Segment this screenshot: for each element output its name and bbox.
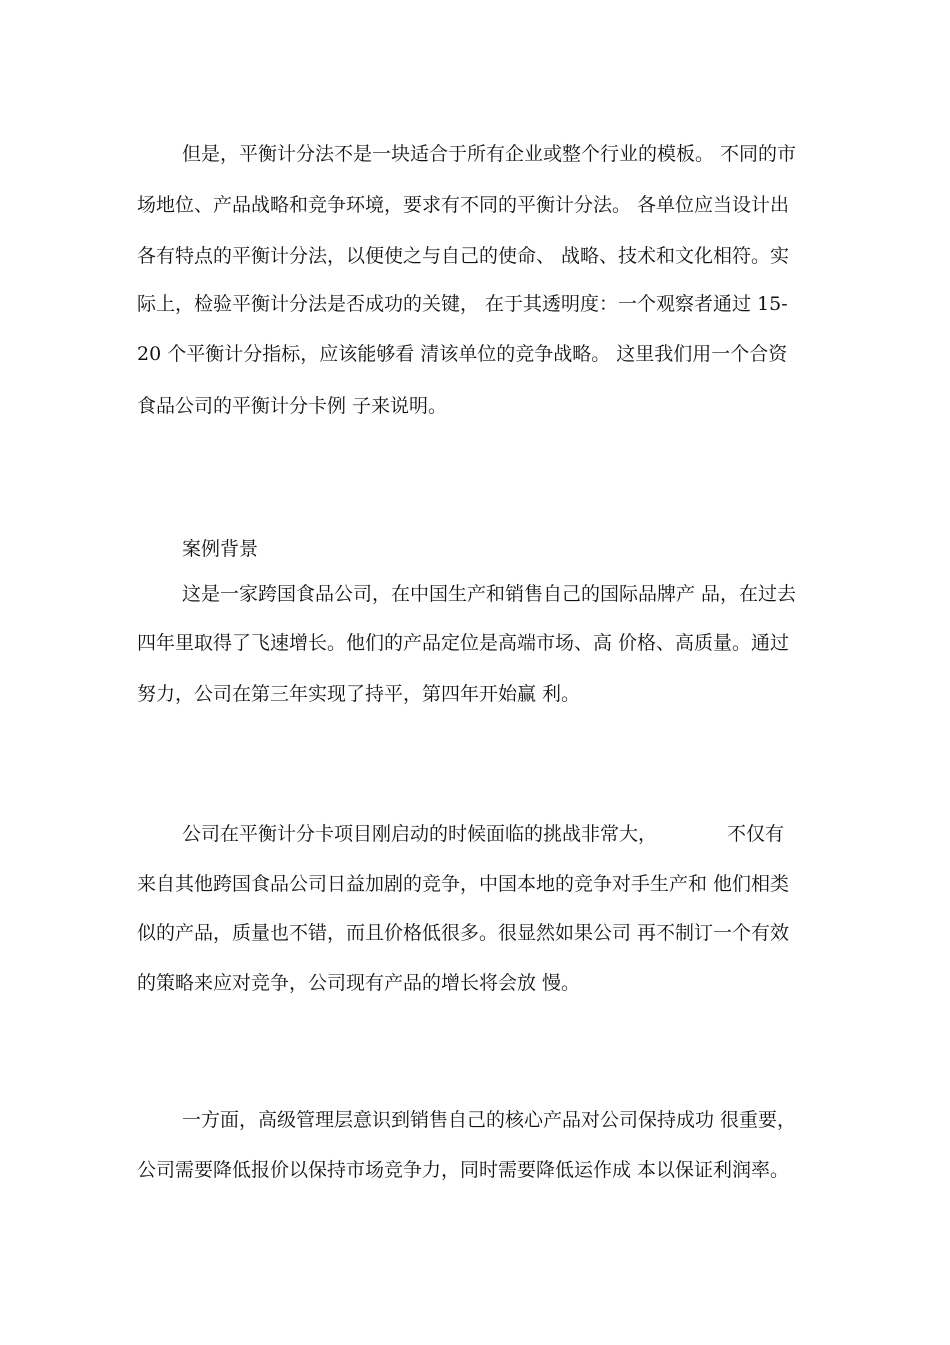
text-line: 努力，公司在第三年实现了持平，第四年开始赢 利。	[137, 683, 581, 705]
section-heading: 案例背景	[182, 538, 259, 560]
text-line: 公司需要降低报价以保持市场竞争力，同时需要降低运作成 本以保证利润率。	[137, 1159, 790, 1181]
text-segment: 公司在平衡计分卡项目刚启动的时候面临的挑战非常大，	[182, 823, 658, 845]
text-line: 各有特点的平衡计分法，以便使之与自己的使命、 战略、技术和文化相符。实	[137, 245, 790, 267]
text-line: 这是一家跨国食品公司，在中国生产和销售自己的国际品牌产 品，在过去	[182, 583, 797, 605]
text-line: 但是，平衡计分法不是一块适合于所有企业或整个行业的模板。 不同的市	[182, 143, 797, 165]
text-line: 一方面，高级管理层意识到销售自己的核心产品对公司保持成功 很重要，	[182, 1109, 797, 1131]
text-segment: 不仅有	[726, 823, 784, 845]
text-line: 似的产品，质量也不错，而且价格低很多。很显然如果公司 再不制订一个有效	[137, 922, 790, 944]
text-line: 的策略来应对竞争，公司现有产品的增长将会放 慢。	[137, 972, 581, 994]
text-line: 来自其他跨国食品公司日益加剧的竞争，中国本地的竞争对手生产和 他们相类	[137, 873, 790, 895]
text-line: 场地位、产品战略和竞争环境，要求有不同的平衡计分法。 各单位应当设计出	[137, 194, 790, 216]
text-line: 四年里取得了飞速增长。他们的产品定位是高端市场、高 价格、高质量。通过	[137, 632, 790, 654]
text-line	[182, 821, 784, 847]
text-line: 食品公司的平衡计分卡例 子来说明。	[137, 395, 448, 417]
text-line: 际上，检验平衡计分法是否成功的关键， 在于其透明度：一个观察者通过 15-	[137, 293, 788, 315]
text-line: 20 个平衡计分指标，应该能够看 清该单位的竞争战略。 这里我们用一个合资	[137, 343, 788, 365]
